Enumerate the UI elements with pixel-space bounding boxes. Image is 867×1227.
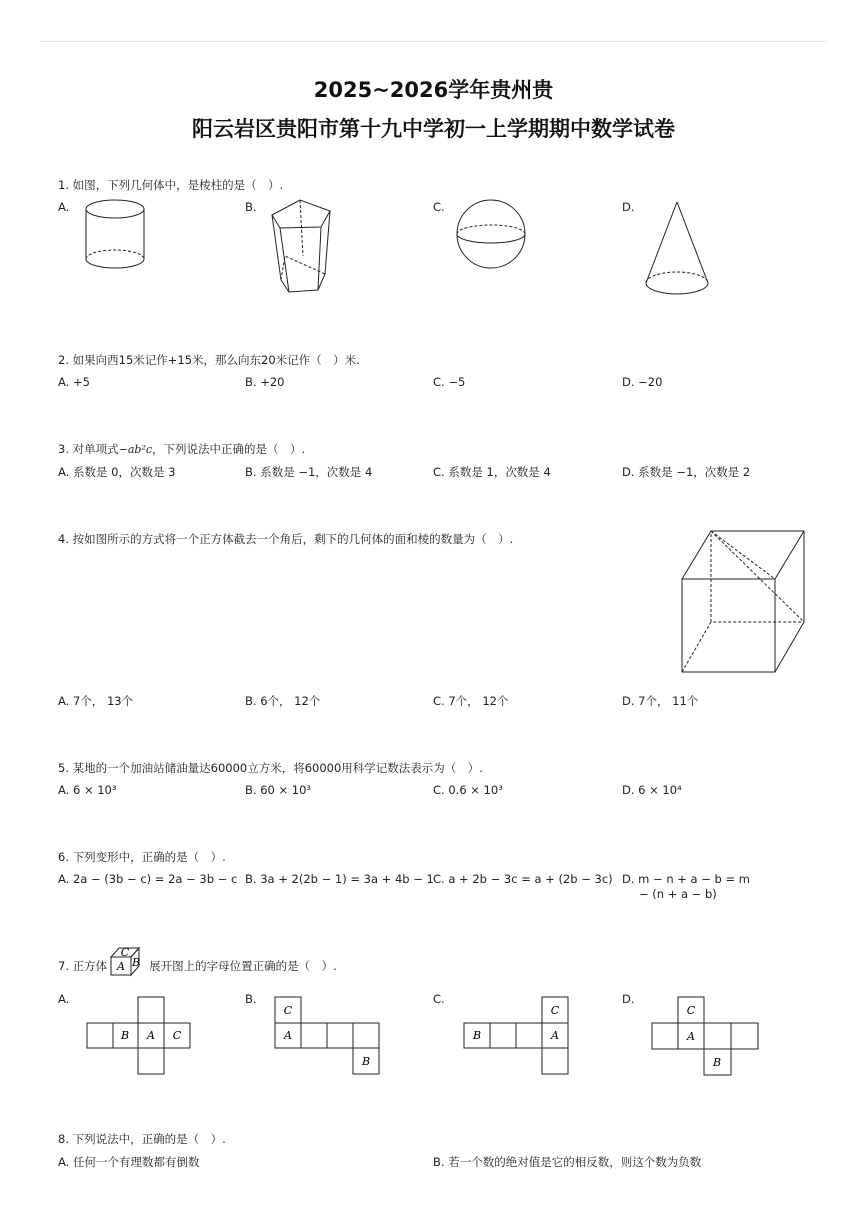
- question-7-option-c[interactable]: C.: [433, 992, 445, 1006]
- question-7-stem: [58, 958, 337, 974]
- question-4-option-c[interactable]: C. 7个， 12个: [433, 694, 509, 708]
- net-a-letter-2: A: [147, 1029, 155, 1042]
- net-d-letter-2: A: [687, 1030, 695, 1043]
- small-cube-side-letter: B: [131, 956, 141, 969]
- question-1-option-d[interactable]: D.: [622, 200, 635, 214]
- net-c-figure: [463, 996, 571, 1076]
- question-5-option-c[interactable]: C. 0.6 × 10³: [433, 783, 503, 797]
- question-6-stem: 6. 下列变形中，正确的是（ ）.: [58, 850, 226, 864]
- question-6-option-c[interactable]: C. a + 2b − 3c = a + (2b − 3c): [433, 872, 613, 886]
- question-4-option-a[interactable]: A. 7个， 13个: [58, 694, 134, 708]
- question-7-option-a[interactable]: A.: [58, 992, 70, 1006]
- question-8-option-a[interactable]: A. 任何一个有理数都有倒数: [58, 1155, 200, 1169]
- net-c-letter-3: A: [551, 1029, 559, 1042]
- net-d-letter-3: B: [712, 1056, 722, 1069]
- net-d-figure: [651, 996, 761, 1078]
- net-c-letter-2: B: [472, 1029, 482, 1042]
- question-5-stem: 5. 某地的一个加油站储油量达60000立方米，将60000用科学记数法表示为（ ）.: [58, 761, 483, 775]
- question-4-option-b[interactable]: B. 6个， 12个: [245, 694, 321, 708]
- question-1-stem: 1. 如图，下列几何体中，是棱柱的是（ ）.: [58, 178, 284, 192]
- sphere-figure: [455, 198, 527, 270]
- question-5-option-a[interactable]: A. 6 × 10³: [58, 783, 117, 797]
- small-cube-front-letter: A: [117, 960, 125, 973]
- question-1-option-b[interactable]: B.: [245, 200, 257, 214]
- net-a-letter-1: B: [120, 1029, 130, 1042]
- question-3-option-c[interactable]: C. 系数是 1，次数是 4: [433, 465, 551, 479]
- question-7-stem-prefix: 7. 正方体: [58, 959, 108, 973]
- net-b-figure: [274, 996, 382, 1076]
- net-b-letter-2: A: [284, 1029, 292, 1042]
- question-7-option-b[interactable]: B.: [245, 992, 257, 1006]
- question-8-option-b[interactable]: B. 若一个数的绝对值是它的相反数，则这个数为负数: [433, 1155, 702, 1169]
- small-cube-top-letter: C: [120, 946, 130, 959]
- cone-figure: [643, 200, 713, 298]
- net-c-letter-1: C: [550, 1004, 560, 1017]
- question-2-option-b[interactable]: B. +20: [245, 375, 285, 389]
- question-2-option-c[interactable]: C. −5: [433, 375, 466, 389]
- pentagonal-prism-figure: [268, 198, 334, 296]
- question-3-stem: [58, 441, 305, 457]
- question-6-option-d-continued: − (n + a − b): [639, 887, 717, 901]
- question-3-stem-suffix: ，下列说法中正确的是（ ）.: [152, 442, 306, 456]
- small-cube-figure: [109, 945, 149, 977]
- question-3-option-b[interactable]: B. 系数是 −1，次数是 4: [245, 465, 373, 479]
- question-4-stem: 4. 按如图所示的方式将一个正方体截去一个角后，剩下的几何体的面和棱的数量为（ ）.: [58, 532, 514, 546]
- page-title-line-1: 2025~2026学年贵州贵: [313, 78, 554, 102]
- top-divider: [40, 41, 827, 42]
- question-8-stem: 8. 下列说法中，正确的是（ ）.: [58, 1132, 226, 1146]
- question-3-option-d[interactable]: D. 系数是 −1，次数是 2: [622, 465, 751, 479]
- question-3-monomial: −ab²c: [118, 443, 153, 456]
- net-d-letter-1: C: [686, 1004, 696, 1017]
- question-1-option-a[interactable]: A.: [58, 200, 70, 214]
- question-6-option-b[interactable]: B. 3a + 2(2b − 1) = 3a + 4b − 1: [245, 872, 434, 886]
- net-b-letter-1: C: [283, 1004, 293, 1017]
- net-a-figure: [86, 996, 192, 1076]
- question-2-option-d[interactable]: D. −20: [622, 375, 663, 389]
- question-2-option-a[interactable]: A. +5: [58, 375, 90, 389]
- question-7-option-d[interactable]: D.: [622, 992, 635, 1006]
- question-3-option-a[interactable]: A. 系数是 0，次数是 3: [58, 465, 176, 479]
- question-6-option-d[interactable]: D. m − n + a − b = m: [622, 872, 750, 886]
- net-b-letter-3: B: [361, 1055, 371, 1068]
- question-4-option-d[interactable]: D. 7个， 11个: [622, 694, 699, 708]
- question-5-option-d[interactable]: D. 6 × 10⁴: [622, 783, 682, 797]
- cylinder-figure: [84, 198, 150, 272]
- question-2-stem: 2. 如果向西15米记作+15米，那么向东20米记作（ ）米.: [58, 353, 360, 367]
- question-1-option-c[interactable]: C.: [433, 200, 445, 214]
- truncated-cube-figure: [678, 528, 808, 676]
- net-a-letter-3: C: [172, 1029, 182, 1042]
- question-7-stem-suffix: 展开图上的字母位置正确的是（ ）.: [149, 959, 337, 973]
- page-title-line-2: 阳云岩区贵阳市第十九中学初一上学期期中数学试卷: [192, 117, 675, 141]
- question-3-stem-prefix: 3. 对单项式: [58, 442, 119, 456]
- question-6-option-a[interactable]: A. 2a − (3b − c) = 2a − 3b − c: [58, 872, 238, 886]
- question-5-option-b[interactable]: B. 60 × 10³: [245, 783, 312, 797]
